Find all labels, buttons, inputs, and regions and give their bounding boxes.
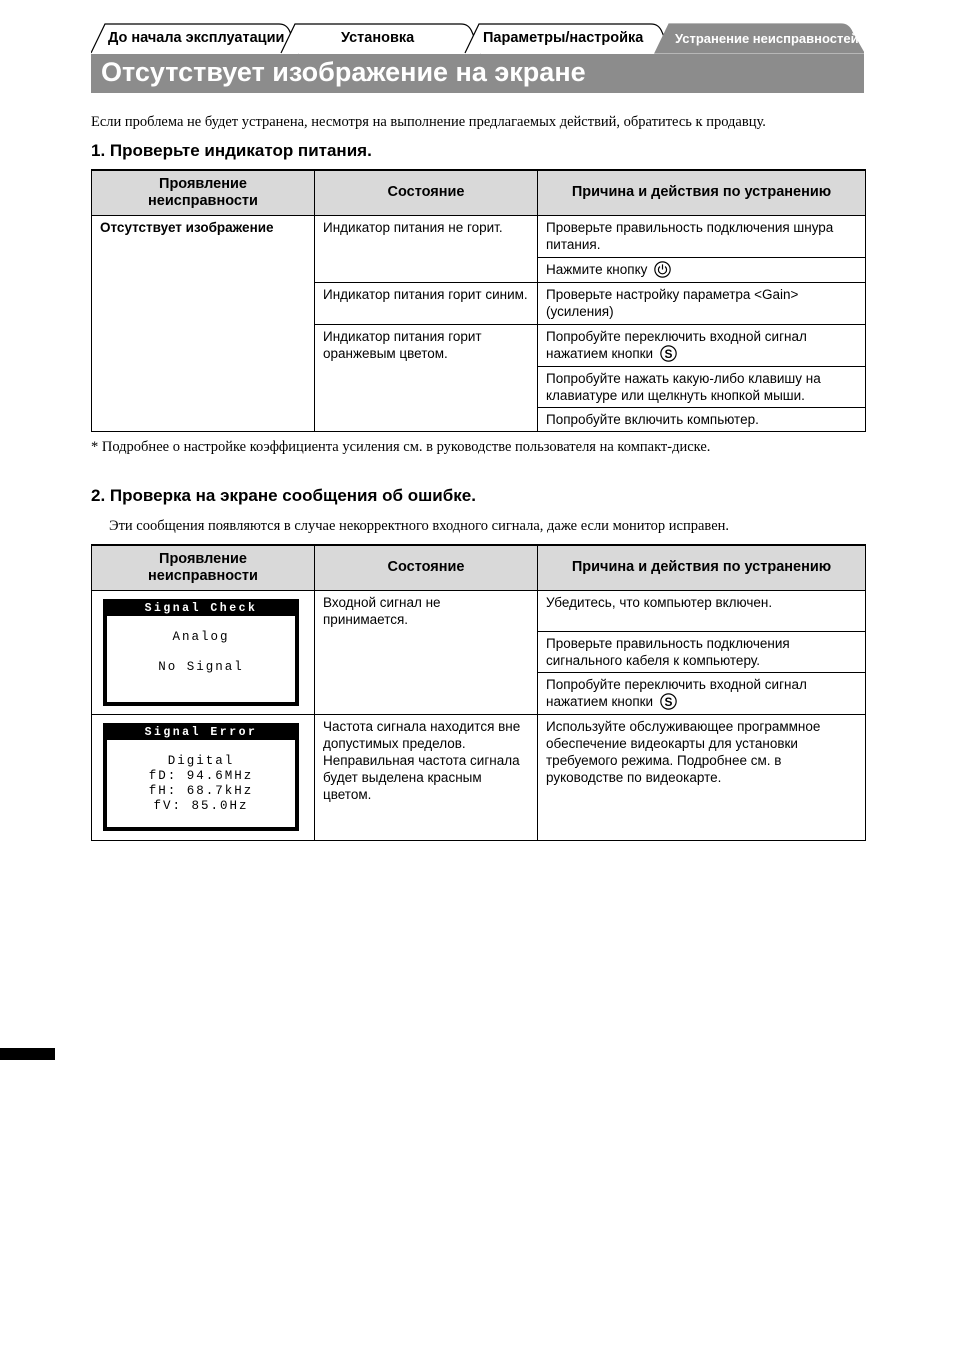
cause-cell: Попробуйте переключить входной сигнал нажатием кнопки S [538, 324, 866, 366]
header-cause: Причина и действия по устранению [538, 170, 866, 215]
section1-heading: 1. Проверьте индикатор питания. [91, 141, 372, 160]
signal-s-button-icon [660, 693, 677, 710]
page-title: Отсутствует изображение на экране [101, 57, 586, 87]
power-button-icon [654, 261, 671, 278]
symptom-cell [92, 590, 315, 714]
tab-troubleshooting[interactable]: Устранение неисправностей [675, 31, 859, 46]
status-cell: Индикатор питания горит синим. [315, 282, 538, 324]
header-cause: Причина и действия по устранению [538, 545, 866, 590]
power-indicator-table [91, 169, 866, 432]
status-cell: Частота сигнала находится вне допустимых пределов. Неправильная частота сигнала будет выделена красным цветом. [315, 714, 538, 840]
title-banner [91, 54, 864, 93]
symptom-cell [92, 714, 315, 840]
header-symptom: Проявление неисправности [92, 170, 315, 215]
status-cell: Индикатор питания горит оранжевым цветом. [315, 324, 538, 431]
header-status: Состояние [315, 545, 538, 590]
header-status: Состояние [315, 170, 538, 215]
cause-cell: Попробуйте нажать какую-либо клавишу на клавиатуре или щелкнуть кнопкой мыши. [538, 366, 866, 407]
cause-cell: Убедитесь, что компьютер включен. [538, 590, 866, 631]
section2-intro: Эти сообщения появляются в случае некорректного входного сигнала, даже если монитор исправен. [109, 518, 730, 534]
tab-settings[interactable]: Параметры/настройка [483, 30, 644, 46]
cause-cell: Проверьте правильность подключения сигнального кабеля к компьютеру. [538, 631, 866, 672]
intro-text: Если проблема не будет устранена, несмотря на выполнение предлагаемых действий, обратитесь к продавцу. [91, 114, 766, 130]
table-row [92, 714, 866, 840]
status-cell: Индикатор питания не горит. [315, 215, 538, 282]
status-cell: Входной сигнал не принимается. [315, 590, 538, 714]
table-header-row [92, 170, 866, 215]
osd-title: Signal Check [107, 603, 295, 616]
cause-cell: Нажмите кнопку [538, 257, 866, 282]
section2-heading: 2. Проверка на экране сообщения об ошибке. [91, 486, 476, 505]
tab-before-use[interactable]: До начала эксплуатации [108, 30, 285, 46]
error-message-table [91, 544, 866, 841]
table-row [92, 590, 866, 631]
header-symptom: Проявление неисправности [92, 545, 315, 590]
symptom-cell: Отсутствует изображение [92, 215, 315, 431]
cause-cell: Попробуйте включить компьютер. [538, 407, 866, 431]
signal-s-button-icon [660, 345, 677, 362]
svg-text:S: S [664, 694, 673, 709]
cause-cell: Попробуйте переключить входной сигнал нажатием кнопки S [538, 672, 866, 714]
footnote: * Подробнее о настройке коэффициента усиления см. в руководстве пользователя на компакт-диске. [91, 439, 711, 455]
osd-title: Signal Error [107, 727, 295, 740]
osd-signal-error [103, 723, 299, 831]
table-header-row [92, 545, 866, 590]
osd-body: Analog No Signal [158, 629, 244, 674]
cause-cell: Проверьте правильность подключения шнура питания. [538, 215, 866, 257]
page-edge-marker [0, 1048, 55, 1060]
svg-text:S: S [664, 346, 673, 361]
osd-body: Digital fD: 94.6MHz fH: 68.7kHz fV: 85.0Hz [148, 753, 254, 813]
tab-installation[interactable]: Установка [341, 30, 415, 46]
osd-signal-check [103, 599, 299, 706]
tab-bar [91, 22, 864, 54]
cause-cell: Проверьте настройку параметра <Gain> (усиления) [538, 282, 866, 324]
cause-cell: Используйте обслуживающее программное обеспечение видеокарты для установки требуемого режима. Подробнее см. в руководстве по видеокарте. [538, 714, 866, 840]
table-row [92, 215, 866, 257]
